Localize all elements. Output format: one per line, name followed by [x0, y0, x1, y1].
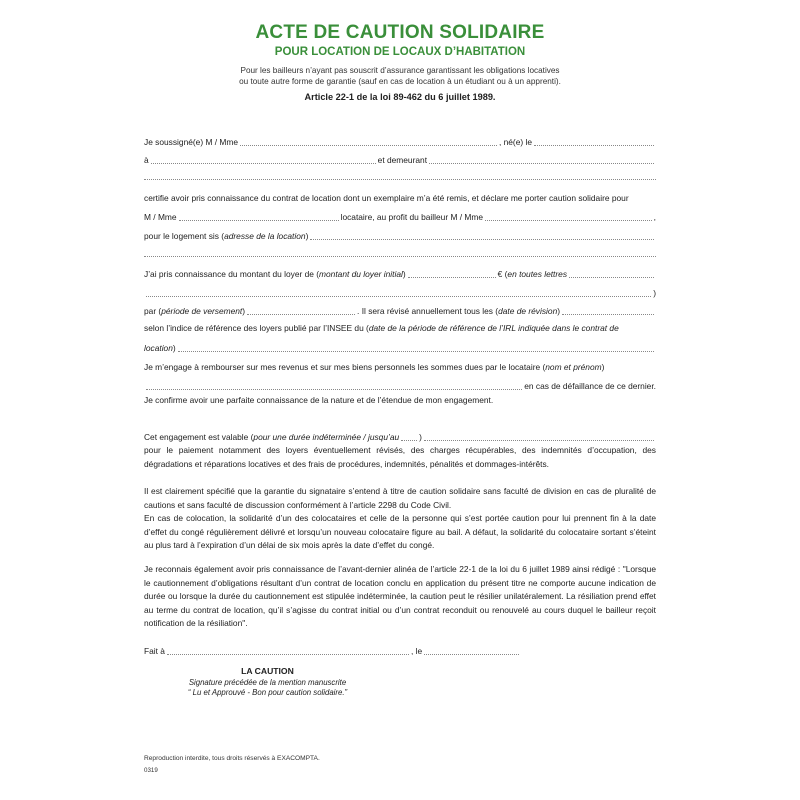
residence-field-2[interactable]: [144, 178, 656, 180]
tenant-name-field[interactable]: [146, 388, 522, 390]
validity-label: Cet engagement est valable (pour une durée indéterminée / jusqu’au: [144, 432, 400, 442]
tenant-line: [144, 211, 656, 223]
location-label: location): [144, 343, 176, 353]
validity-line: [144, 431, 656, 443]
revision-label: . Il sera révisé annuellement tous les (date de révision): [357, 306, 561, 316]
comma-text: ,: [653, 212, 656, 222]
signed-on-field[interactable]: [424, 653, 519, 655]
birthdate-field[interactable]: [534, 144, 654, 146]
document-title: ACTE DE CAUTION SOLIDAIRE: [255, 22, 545, 43]
clause-article: Je reconnais également avoir pris connaissance de l’avant-dernier alinéa de l’article 22-1 de la loi du 6 juillet 1989 ainsi rédigé : "Lorsque le cautionnement d’obligations résultant d’un contrat de location conclu en application du présent titre ne comporte aucune indication de durée ou lorsque la durée du cautionnement est stipulée indéterminée, la caution peut le résilier unilatéralement. La résiliation prend effet au terme du contrat de location, qu’il s’agisse du contrat initial ou d’un contrat reconduit ou renouvelé au cours duquel le bailleur reçoit notification de la résiliation".: [144, 564, 656, 629]
tenant-field[interactable]: [179, 219, 339, 221]
landlord-field[interactable]: [485, 219, 652, 221]
tenant-mm-label: M / Mme: [144, 212, 177, 222]
payment-label: par (période de versement): [144, 306, 246, 316]
payment-period-field[interactable]: [247, 313, 355, 315]
name-field[interactable]: [240, 144, 497, 146]
signature-instructions: [0, 678, 535, 698]
signature-note-1: Signature précédée de la mention manuscrite: [188, 678, 347, 687]
rent-words-field-2[interactable]: [146, 295, 651, 297]
rent-words-label: € (en toutes lettres: [497, 269, 568, 279]
rent-words-field[interactable]: [569, 276, 654, 278]
clause-solidarity-text: Il est clairement spécifié que la garantie du signataire s’entend à titre de caution solidaire sans faculté de division en cas de pluralité de cautions et sans faculté de discussion conformément à l’article 2298 du Code Civil.: [144, 486, 656, 510]
rent-label: J’ai pris connaissance du montant du loyer de (montant du loyer initial): [144, 269, 406, 279]
intro-line-1: Pour les bailleurs n’ayant pas souscrit d’assurance garantissant les obligations locatives: [240, 66, 560, 75]
revision-date-field[interactable]: [562, 313, 654, 315]
birthplace-field[interactable]: [151, 162, 376, 164]
address-field[interactable]: [310, 238, 654, 240]
document-subtitle: POUR LOCATION DE LOCAUX D’HABITATION: [274, 46, 526, 58]
default-line: [144, 380, 656, 392]
signature-note-2: “ Lu et Approuvé - Bon pour caution solidaire.”: [187, 688, 348, 697]
signature-line: [144, 645, 656, 657]
caution-label: LA CAUTION: [241, 666, 294, 676]
article-reference: Article 22-1 de la loi 89-462 du 6 juillet 1989.: [304, 92, 496, 102]
validity-field-extra[interactable]: [424, 439, 654, 441]
validity-close: ): [419, 432, 422, 442]
form-code: 0319: [144, 767, 158, 774]
payment-line: [144, 305, 656, 317]
clause-colocation-text: En cas de colocation, la solidarité d’un des colocataires et celle de la personne qui s’est portée caution pour lui prennent fin à la date d’effet du congé régulièrement délivré et lorsqu’un nouveau colocataire figure au bail. A défaut, la solidarité du colocataire sortant s’éteint au plus tard à l’expiration d’un délai de six mois après la date d’effet du congé.: [144, 513, 656, 551]
intro-text: [0, 65, 800, 87]
rent-amount-field[interactable]: [408, 276, 496, 278]
signed-at-field[interactable]: [167, 653, 409, 655]
address-line: [144, 230, 656, 242]
birthplace-label: à: [144, 155, 149, 165]
intro-line-2: ou toute autre forme de garantie (sauf en cas de location à un étudiant ou à un apprenti).: [239, 77, 561, 86]
rent-line: [144, 268, 656, 280]
validity-date-field[interactable]: [401, 439, 417, 441]
birthplace-line: [144, 154, 656, 166]
commitment-text: Je m’engage à rembourser sur mes revenus et sur mes biens personnels les sommes dues par le locataire (nom et prénom): [144, 362, 605, 372]
clause-solidarity: [144, 485, 656, 553]
irl-line: [144, 342, 656, 354]
residence-label: et demeurant: [377, 155, 428, 165]
certify-text: certifie avoir pris connaissance du contrat de location dont un exemplaire m’a été remis, et déclare me porter caution solidaire pour: [144, 193, 629, 203]
soussigne-line: [144, 136, 656, 148]
signed-at-label: Fait à: [144, 646, 165, 656]
address-field-2[interactable]: [144, 255, 656, 257]
born-label: , né(e) le: [498, 137, 532, 147]
validity-text: pour le paiement notamment des loyers éventuellement révisés, des charges récupérables, des indemnités d’occupation, des dégradations et réparations locatives et des frais de procédures, indemnités, pénalités et dommages-intérêts.: [144, 445, 656, 469]
address-label: pour le logement sis (adresse de la location): [144, 231, 309, 241]
default-label: en cas de défaillance de ce dernier.: [524, 381, 656, 391]
rent-words-line-2: [144, 287, 656, 299]
irl-date-field[interactable]: [178, 350, 654, 352]
residence-field[interactable]: [429, 162, 654, 164]
signed-on-label: , le: [410, 646, 423, 656]
irl-text: selon l’indice de référence des loyers publié par l’INSEE du (date de la période de référence de l’IRL indiquée dans le contrat de: [144, 323, 619, 333]
copyright-notice: Reproduction interdite, tous droits réservés à EXACOMPTA.: [144, 755, 320, 762]
close-paren-text: ): [653, 288, 656, 298]
confirm-text: Je confirme avoir une parfaite connaissance de la nature et de l’étendue de mon engagement.: [144, 395, 494, 405]
landlord-label: locataire, au profit du bailleur M / Mme: [340, 212, 484, 222]
soussigne-label: Je soussigné(e) M / Mme: [144, 137, 239, 147]
